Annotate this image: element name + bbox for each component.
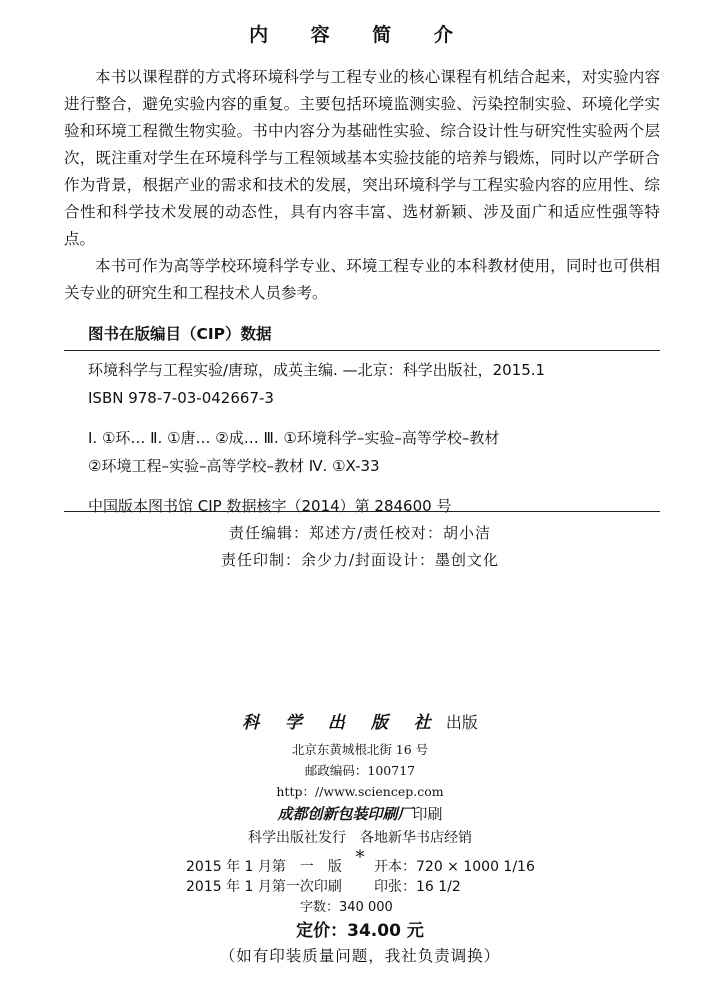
publisher-block bbox=[0, 708, 720, 866]
abstract-paragraph-2: 本书可作为高等学校环境科学专业、环境工程专业的本科教材使用，同时也可供相关专业的研究生和工程技术人员参考。 bbox=[64, 257, 660, 302]
cip-bottom-rule bbox=[64, 511, 660, 512]
cip-top-rule bbox=[64, 350, 660, 351]
price: 定价：34.00 元 bbox=[296, 921, 424, 941]
printer-suffix: 印刷 bbox=[412, 805, 443, 823]
publisher-url: http：//www.sciencep.com bbox=[276, 784, 444, 799]
cip-heading: 图书在版编目（CIP）数据 bbox=[88, 325, 272, 343]
staff-line-production: 责任印制：余少力/封面设计：墨创文化 bbox=[220, 551, 500, 569]
word-count: 字数：340 000 bbox=[300, 900, 393, 915]
publisher-suffix: 出版 bbox=[445, 713, 478, 732]
cip-record-number: 中国版本图书馆 CIP 数据核字（2014）第 284600 号 bbox=[88, 497, 452, 515]
publisher-address: 北京东黄城根北街 16 号 bbox=[291, 742, 429, 757]
publisher-postcode: 邮政编码：100717 bbox=[304, 763, 416, 778]
page-title: 内 容 简 介 bbox=[249, 24, 471, 46]
abstract-section bbox=[64, 64, 660, 307]
format-size: 开本：720 × 1000 1/16 bbox=[374, 859, 535, 875]
staff-credits bbox=[0, 520, 720, 574]
cip-title-line: 环境科学与工程实验/唐琼，成英主编. —北京：科学出版社，2015.1 bbox=[88, 361, 546, 379]
cip-block bbox=[88, 356, 648, 520]
printer-name: 成都创新包装印刷厂 bbox=[277, 805, 413, 823]
publisher-name: 科 学 出 版 社 bbox=[242, 713, 441, 733]
cip-isbn: ISBN 978-7-03-042667-3 bbox=[88, 389, 274, 407]
distribution-line: 科学出版社发行 各地新华书店经销 bbox=[248, 830, 472, 846]
printed-sheets: 印张：16 1/2 bbox=[374, 879, 461, 895]
cip-classification-2: ②环境工程–实验–高等学校–教材 Ⅳ. ①X-33 bbox=[88, 457, 380, 475]
cip-classification-1: Ⅰ. ①环… Ⅱ. ①唐… ②成… Ⅲ. ①环境科学–实验–高等学校–教材 bbox=[88, 429, 500, 447]
staff-line-editors: 责任编辑：郑述方/责任校对：胡小洁 bbox=[228, 524, 492, 542]
abstract-paragraph-1: 本书以课程群的方式将环境科学与工程专业的核心课程有机结合起来，对实验内容进行整合，避免实验内容的重复。主要包括环境监测实验、污染控制实验、环境化学实验和环境工程微生物实验。书中内容分为基础性实验、综合设计性与研究性实验两个层次，既注重对学生在环境科学与工程领域基本实验技能的培养与锻炼，同时以产学研合作为背景，根据产业的需求和技术的发展，突出环境科学与工程实验内容的应用性、综合性和科学技术发展的动态性，具有内容丰富、选材新颖、涉及面广和适应性强等特点。 bbox=[64, 68, 660, 248]
printing-date: 2015 年 1 月第一次印刷 bbox=[186, 879, 342, 895]
quality-notice: （如有印装质量问题，我社负责调换） bbox=[219, 947, 501, 965]
edition-date: 2015 年 1 月第 一 版 bbox=[186, 859, 342, 875]
separator-star: * bbox=[355, 847, 365, 868]
